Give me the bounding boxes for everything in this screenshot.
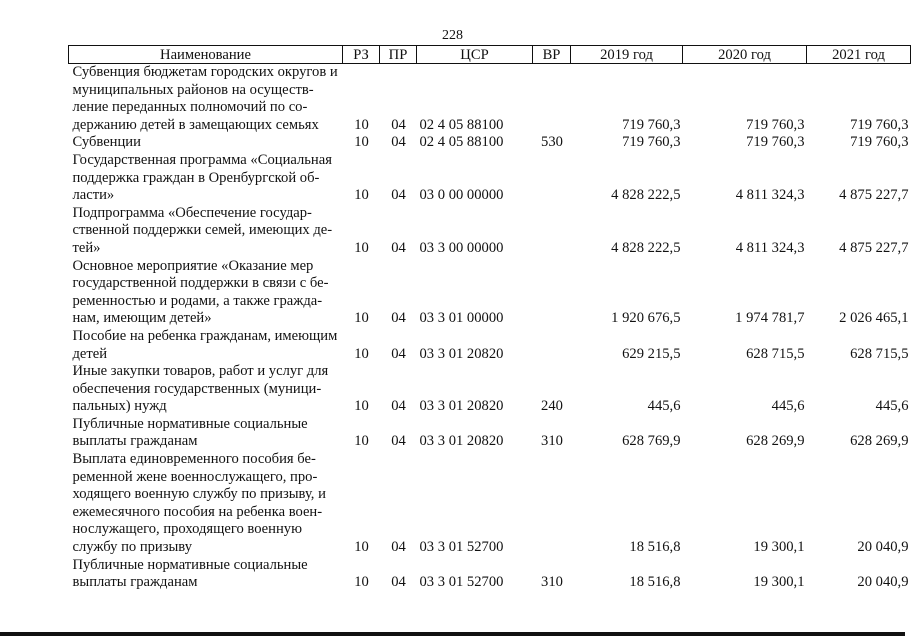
row-csr: 03 3 01 52700 <box>419 539 504 556</box>
row-vr <box>533 205 571 258</box>
table-row <box>69 152 911 205</box>
row-pr: 04 <box>391 398 406 415</box>
row-2020: 4 811 324,3 <box>735 239 805 256</box>
row-2020: 628 715,5 <box>746 345 805 362</box>
table-row <box>69 451 911 557</box>
row-2021: 628 715,5 <box>850 345 909 362</box>
row-name: Публичные нормативные социальные выплаты гражданам <box>72 415 308 450</box>
budget-table <box>68 45 911 592</box>
row-rz: 10 <box>354 134 369 151</box>
header-rz: РЗ <box>343 46 380 64</box>
row-2019: 18 516,8 <box>629 574 681 591</box>
table-header-row <box>69 46 911 64</box>
row-2019: 4 828 222,5 <box>611 239 681 256</box>
row-2021: 4 875 227,7 <box>839 239 909 256</box>
row-2021: 2 026 465,1 <box>839 310 909 327</box>
row-2019: 18 516,8 <box>629 539 681 556</box>
row-rz: 10 <box>354 433 369 450</box>
row-vr: 240 <box>541 398 563 415</box>
row-pr: 04 <box>391 310 406 327</box>
row-name: Выплата единовременного пособия беременной жене военнослужащего, проходящего военную службу по призыву, и ежемесячного пособия на ребенка военнослужащего, проходящего военную службу по призыву <box>72 451 326 556</box>
table-row <box>69 416 911 451</box>
row-name: Подпрограмма «Обеспечение государственной поддержки семей, имеющих детей» <box>72 204 333 256</box>
row-pr: 04 <box>391 574 406 591</box>
row-2019: 1 920 676,5 <box>611 310 681 327</box>
row-2020: 1 974 781,7 <box>735 310 805 327</box>
row-csr: 03 3 00 00000 <box>419 239 504 256</box>
row-pr: 04 <box>391 116 406 133</box>
row-rz: 10 <box>354 310 369 327</box>
row-2020: 719 760,3 <box>746 134 805 151</box>
row-2020: 4 811 324,3 <box>735 187 805 204</box>
table-row <box>69 134 911 152</box>
row-2020: 719 760,3 <box>746 116 805 133</box>
row-2021: 20 040,9 <box>857 574 909 591</box>
row-2021: 445,6 <box>875 398 909 415</box>
header-2020: 2020 год <box>683 46 807 64</box>
row-2019: 4 828 222,5 <box>611 187 681 204</box>
row-vr <box>533 258 571 328</box>
row-csr: 02 4 05 88100 <box>419 116 504 133</box>
row-name: Иные закупки товаров, работ и услуг для обеспечения государственных (муниципальных) нужд <box>72 363 329 415</box>
row-2020: 628 269,9 <box>746 433 805 450</box>
row-2020: 19 300,1 <box>753 574 805 591</box>
page-number: 228 <box>442 28 463 43</box>
row-2021: 719 760,3 <box>850 134 909 151</box>
row-rz: 10 <box>354 116 369 133</box>
row-csr: 03 3 01 20820 <box>419 398 504 415</box>
row-rz: 10 <box>354 574 369 591</box>
row-name: Субвенции <box>72 134 141 151</box>
row-name: Государственная программа «Социальная поддержка граждан в Оренбургской области» <box>72 151 332 204</box>
row-2019: 445,6 <box>647 398 681 415</box>
table-row <box>69 64 911 135</box>
row-name: Основное мероприятие «Оказание мер государственной поддержки в связи с беременностью и родами, а также гражданам, имеющим детей» <box>72 257 329 327</box>
row-2019: 628 769,9 <box>622 433 681 450</box>
row-2019: 629 215,5 <box>622 345 681 362</box>
header-name: Наименование <box>69 46 343 64</box>
row-2021: 4 875 227,7 <box>839 187 909 204</box>
row-2019: 719 760,3 <box>622 116 681 133</box>
row-rz: 10 <box>354 239 369 256</box>
row-vr: 310 <box>541 574 563 591</box>
row-csr: 03 0 00 00000 <box>419 187 504 204</box>
row-name: Субвенция бюджетам городских округов и муниципальных районов на осуществление переданных полномочий по содержанию детей в замещающих семьях <box>72 64 338 133</box>
header-vr: ВР <box>533 46 571 64</box>
row-rz: 10 <box>354 398 369 415</box>
header-pr: ПР <box>380 46 417 64</box>
table-row <box>69 258 911 328</box>
row-2019: 719 760,3 <box>622 134 681 151</box>
row-vr <box>533 451 571 557</box>
row-rz: 10 <box>354 187 369 204</box>
header-2021: 2021 год <box>807 46 911 64</box>
row-pr: 04 <box>391 433 406 450</box>
row-rz: 10 <box>354 345 369 362</box>
row-vr: 530 <box>541 134 563 151</box>
row-csr: 03 3 01 20820 <box>419 345 504 362</box>
table-row <box>69 557 911 592</box>
row-2020: 445,6 <box>771 398 805 415</box>
row-pr: 04 <box>391 187 406 204</box>
row-pr: 04 <box>391 345 406 362</box>
row-pr: 04 <box>391 539 406 556</box>
row-pr: 04 <box>391 134 406 151</box>
row-vr <box>533 152 571 205</box>
row-name: Пособие на ребенка гражданам, имеющим детей <box>72 327 338 362</box>
row-name: Публичные нормативные социальные выплаты гражданам <box>72 556 308 591</box>
header-csr: ЦСР <box>417 46 533 64</box>
table-row <box>69 328 911 363</box>
table-row <box>69 205 911 258</box>
row-vr <box>533 328 571 363</box>
header-2019: 2019 год <box>571 46 683 64</box>
row-vr: 310 <box>541 433 563 450</box>
row-rz: 10 <box>354 539 369 556</box>
row-csr: 03 3 01 00000 <box>419 310 504 327</box>
page-bottom-rule <box>0 632 905 636</box>
row-2021: 20 040,9 <box>857 539 909 556</box>
row-vr <box>533 64 571 135</box>
row-csr: 02 4 05 88100 <box>419 134 504 151</box>
row-2021: 719 760,3 <box>850 116 909 133</box>
row-2021: 628 269,9 <box>850 433 909 450</box>
row-csr: 03 3 01 20820 <box>419 433 504 450</box>
table-row <box>69 363 911 416</box>
row-2020: 19 300,1 <box>753 539 805 556</box>
row-csr: 03 3 01 52700 <box>419 574 504 591</box>
row-pr: 04 <box>391 239 406 256</box>
